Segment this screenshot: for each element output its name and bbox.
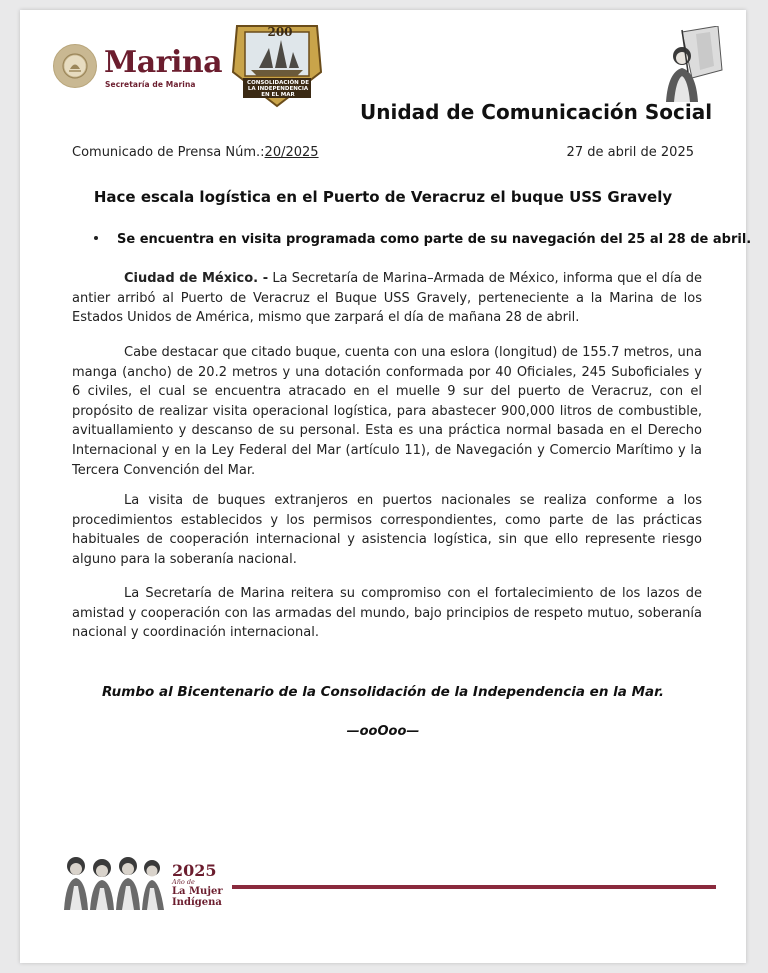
press-release-page xyxy=(20,10,752,963)
footer-mujer-line2: Indígena xyxy=(172,897,222,908)
dateline: Ciudad de México. - xyxy=(124,271,269,286)
paragraph-4 xyxy=(72,584,702,643)
paragraph-3-body: La visita de buques extranjeros en puertos nacionales se realiza conforme a los procedimientos establecidos y los permisos correspondientes, como parte de las prácticas habituales de cooperación internacional y asistencia logística, sin que ello represente riesgo alguno para la soberanía nacional. xyxy=(72,493,702,567)
press-label: Comunicado de Prensa Núm.: xyxy=(72,145,265,160)
footer-year: 2025 xyxy=(172,861,217,880)
closing-mark: —ooOoo— xyxy=(346,724,420,739)
motto: Rumbo al Bicentenario de la Consolidación de la Independencia en la Mar. xyxy=(101,684,664,700)
heroine-flag-illustration xyxy=(652,26,724,102)
footer-year-label: Año de xyxy=(172,878,195,886)
paragraph-4-body: La Secretaría de Marina reitera su compromiso con el fortalecimiento de los lazos de amistad y cooperación con las armadas del mundo, bajo principios de respeto mutuo, soberanía nacional y coordinación internacional. xyxy=(72,586,702,641)
paragraph-1 xyxy=(72,269,702,328)
paragraph-2-body: Cabe destacar que citado buque, cuenta con una eslora (longitud) de 155.7 metros, una manga (ancho) de 20.2 metros y una dotación conformada por 40 Oficiales, 245 Suboficiales y 6 civiles, el cual se encuentra atracado en el muelle 9 sur del puerto de Veracruz, con el propósito de realizar visita operacional logística, para abastecer 900,000 litros de combustible, avituallamiento y descanso de su personal. Esta es una práctica normal basada en el Derecho Internacional y en la Ley Federal del Mar (artículo 11), de Navegación y Comercio Marítimo y la Tercera Convención del Mar. xyxy=(72,345,702,478)
footer-divider xyxy=(232,885,716,889)
brand-name: Marina xyxy=(104,45,223,80)
bullet-dot-icon xyxy=(94,236,98,240)
year-of-indigenous-woman-logo xyxy=(172,862,236,908)
indigenous-women-illustration xyxy=(60,852,168,910)
brand-subtitle: Secretaría de Marina xyxy=(105,80,196,89)
summary-bullet: Se encuentra en visita programada como parte de su navegación del 25 al 28 de abril. xyxy=(117,232,752,247)
paragraph-2 xyxy=(72,343,702,480)
press-release-number xyxy=(72,145,319,160)
paragraph-3 xyxy=(72,491,702,569)
badge-text: CONSOLIDACIÓN DE LA INDEPENDENCIA EN EL MAR xyxy=(247,80,309,98)
paragraph-1-body: La Secretaría de Marina–Armada de México, informa que el día de antier arribó al Puerto de Veracruz el Buque USS Gravely, perteneciente a la Marina de los Estados Unidos de América, mismo que zarpará el día de mañana 28 de abril. xyxy=(72,271,702,326)
headline: Hace escala logística en el Puerto de Veracruz el buque USS Gravely xyxy=(93,188,673,206)
mexico-seal-icon xyxy=(53,44,97,88)
press-number: 20/2025 xyxy=(264,145,319,160)
badge-number: 200 xyxy=(267,25,293,39)
footer-mujer-line1: La Mujer xyxy=(172,886,223,897)
unit-title: Unidad de Comunicación Social xyxy=(360,100,713,124)
release-date: 27 de abril de 2025 xyxy=(566,145,694,160)
